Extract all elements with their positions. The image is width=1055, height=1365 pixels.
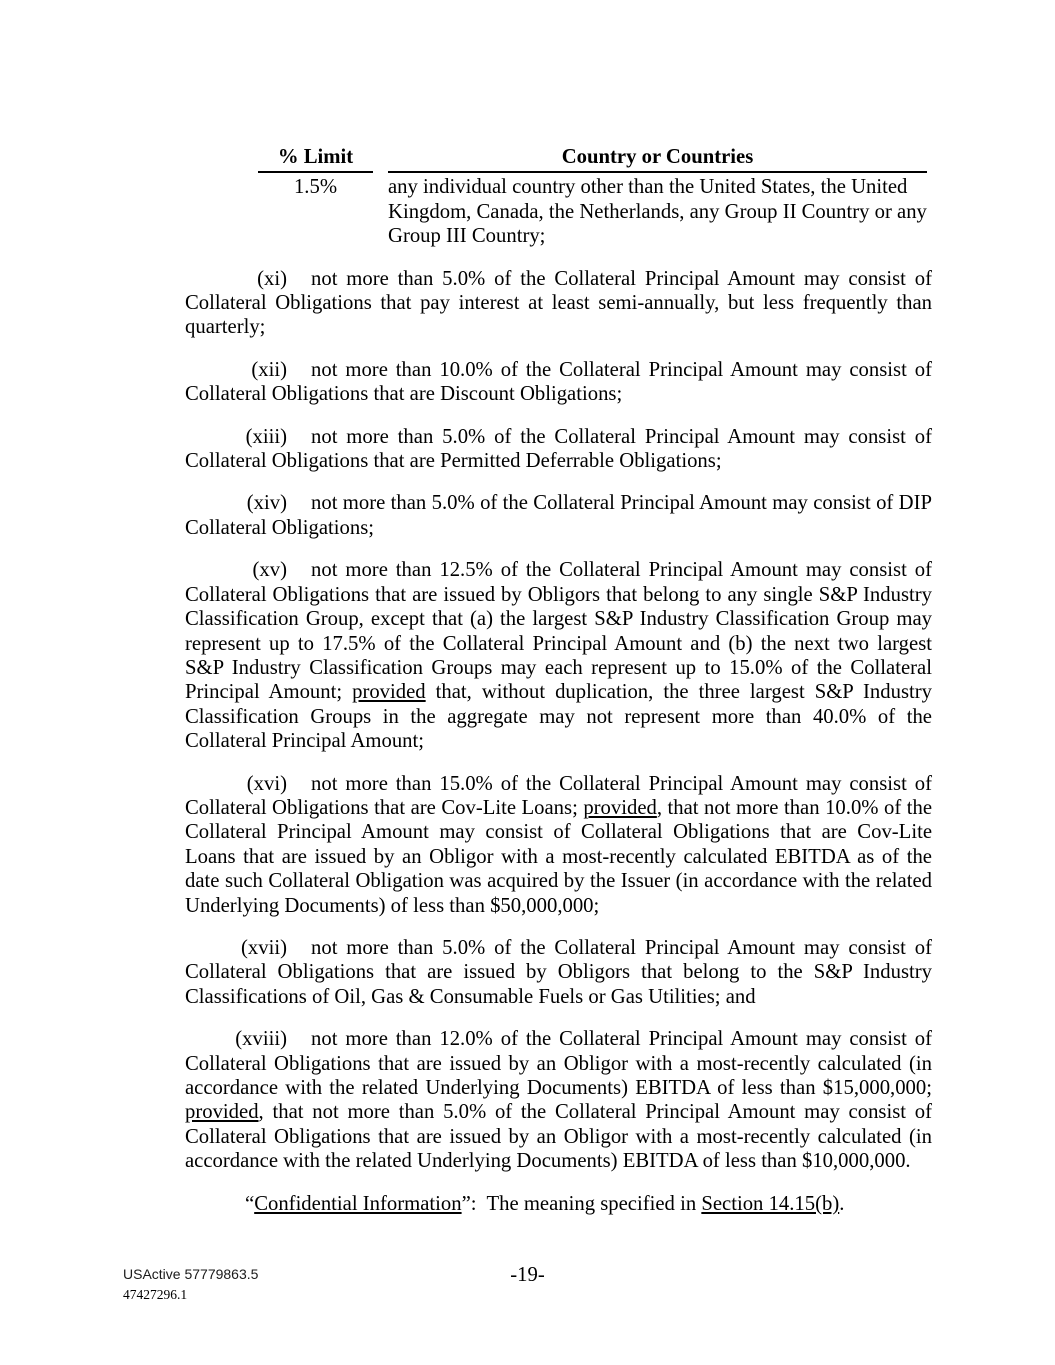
clause-text: not more than 5.0% of the Collateral Principal Amount may consist of DIP Collateral Obligations; [185,492,932,539]
clause-number: (xiv) [246,492,287,515]
clause-number: (xviii) [235,1028,287,1051]
clause-xii [185,358,932,407]
clause-xviii [185,1027,932,1173]
doc-reference-secondary: 47427296.1 [123,1287,188,1302]
clause-number: (xii) [251,358,287,381]
clause-xiii [185,425,932,474]
clause-xvii [185,936,932,1009]
clause-text: not more than 5.0% of the Collateral Principal Amount may consist of Collateral Obligations that are Permitted Deferrable Obligations; [185,425,932,473]
country-column-header: Country or Countries [388,145,927,173]
limit-value: 1.5% [293,176,338,199]
clause-text: not more than 12.0% of the Collateral Principal Amount may consist of Collateral Obligations that are issued by an Obligor with a most-recently calculated (in accordance with the related Underlying Documents) EBITDA of less than $15,000,000; provided, that not more than 5.0% of the Collateral Principal Amount may consist of Collateral Obligations that are issued by an Obligor with a most-recently calculated (in accordance with the related Underlying Documents) EBITDA of less than $10,000,000. [185,1028,932,1173]
clause-text: not more than 12.5% of the Collateral Principal Amount may consist of Collateral Obligations that are issued by Obligors that belong to any single S&P Industry Classification Group, except that (a) the largest S&P Industry Classification Group may represent up to 17.5% of the Collateral Principal Amount and (b) the next two largest S&P Industry Classification Groups may each represent up to 15.0% of the Collateral Principal Amount; provided that, without duplication, the three largest S&P Industry Classification Groups in the aggregate may not represent more than 40.0% of the Collateral Principal Amount; [185,559,932,753]
page-number: -19- [510,1264,545,1286]
limit-column-header: % Limit [258,145,373,173]
clause-xiv [185,491,932,540]
clause-text: not more than 15.0% of the Collateral Principal Amount may consist of Collateral Obligations that are Cov-Lite Loans; provided, that not more than 10.0% of the Collateral Principal Amount may consist of Collateral Obligations that are Cov-Lite Loans that are issued by an Obligor with a most-recently calculated EBITDA as of the date such Collateral Obligation was acquired by the Issuer (in accordance with the related Underlying Documents) of less than $50,000,000; [185,772,933,917]
clause-xi [185,267,932,340]
confidential-information-definition: “Confidential Information”: The meaning specified in Section 14.15(b). [245,1192,845,1215]
country-limit-table [258,145,932,249]
clause-number: (xi) [257,267,287,290]
clause-xvi [185,772,932,918]
doc-reference-primary: USActive 57779863.5 [123,1266,259,1282]
page-body [185,145,932,1216]
table-column-gap [373,173,388,248]
clause-xv [185,558,932,753]
clause-number: (xv) [252,559,287,582]
clause-text: not more than 10.0% of the Collateral Principal Amount may consist of Collateral Obligations that are Discount Obligations; [185,358,932,406]
table-row [258,173,932,248]
table-header-row [258,145,932,173]
country-description: any individual country other than the United States, the United Kingdom, Canada, the Netherlands, any Group II Country or any Group III Country; [388,176,927,248]
clause-number: (xvi) [246,772,287,795]
clause-text: not more than 5.0% of the Collateral Principal Amount may consist of Collateral Obligations that are issued by Obligors that belong to the S&P Industry Classifications of Oil, Gas & Consumable Fuels or Gas Utilities; and [185,936,932,1008]
clause-number: (xiii) [245,425,287,448]
clause-text: not more than 5.0% of the Collateral Principal Amount may consist of Collateral Obligations that pay interest at least semi-annually, but less frequently than quarterly; [185,267,932,339]
clause-number: (xvii) [241,936,287,959]
table-column-gap [373,145,388,173]
